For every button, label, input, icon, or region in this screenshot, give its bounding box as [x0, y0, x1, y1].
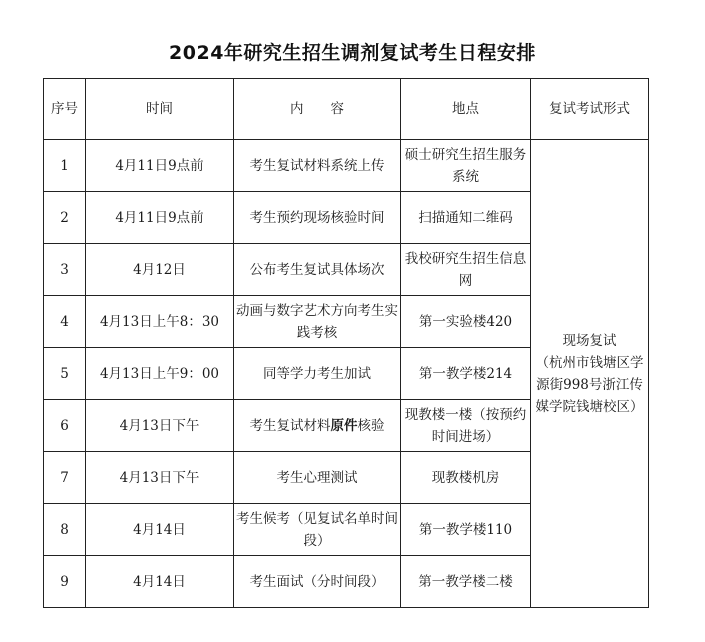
row-time: 4月14日 [86, 504, 234, 556]
header-no: 序号 [44, 79, 86, 140]
row-place: 现教楼一楼（按预约时间进场） [401, 400, 531, 452]
schedule-table [43, 78, 649, 608]
exam-format-cell [531, 140, 649, 608]
row-content-emphasis: 原件 [330, 417, 358, 434]
row-place: 第一教学楼二楼 [401, 556, 531, 608]
row-place: 我校研究生招生信息网 [401, 244, 531, 296]
row-time: 4月11日9点前 [86, 192, 234, 244]
row-content: 考生心理测试 [234, 452, 401, 504]
header-time: 时间 [86, 79, 234, 140]
row-no: 1 [44, 140, 86, 192]
row-no: 3 [44, 244, 86, 296]
row-content: 考生候考（见复试名单时间段） [234, 504, 401, 556]
exam-format-address: （杭州市钱塘区学源街998号浙江传媒学院钱塘校区） [535, 354, 644, 415]
row-time: 4月14日 [86, 556, 234, 608]
row-content: 动画与数字艺术方向考生实践考核 [234, 296, 401, 348]
row-no: 8 [44, 504, 86, 556]
row-content: 同等学力考生加试 [234, 348, 401, 400]
row-time: 4月12日 [86, 244, 234, 296]
row-time: 4月13日上午9：00 [86, 348, 234, 400]
table-row [44, 140, 649, 192]
row-content-text: 考生复试材料 [249, 417, 331, 434]
row-content: 考生复试材料系统上传 [234, 140, 401, 192]
row-no: 4 [44, 296, 86, 348]
row-content [234, 400, 401, 452]
row-time: 4月13日下午 [86, 452, 234, 504]
row-time: 4月13日上午8：30 [86, 296, 234, 348]
row-content: 考生预约现场核验时间 [234, 192, 401, 244]
exam-format-type: 现场复试 [562, 332, 617, 349]
row-place: 现教楼机房 [401, 452, 531, 504]
header-place: 地点 [401, 79, 531, 140]
row-time: 4月11日9点前 [86, 140, 234, 192]
header-content: 内 容 [234, 79, 401, 140]
row-content-text: 核验 [357, 417, 385, 434]
row-place: 第一教学楼214 [401, 348, 531, 400]
row-time: 4月13日下午 [86, 400, 234, 452]
row-no: 7 [44, 452, 86, 504]
row-place: 硕士研究生招生服务系统 [401, 140, 531, 192]
row-place: 扫描通知二维码 [401, 192, 531, 244]
row-content: 考生面试（分时间段） [234, 556, 401, 608]
document-title: 2024年研究生招生调剂复试考生日程安排 [169, 42, 536, 64]
row-no: 2 [44, 192, 86, 244]
table-header-row [44, 79, 649, 140]
row-no: 9 [44, 556, 86, 608]
header-format: 复试考试形式 [531, 79, 649, 140]
row-no: 6 [44, 400, 86, 452]
row-place: 第一教学楼110 [401, 504, 531, 556]
row-content: 公布考生复试具体场次 [234, 244, 401, 296]
row-place: 第一实验楼420 [401, 296, 531, 348]
row-no: 5 [44, 348, 86, 400]
